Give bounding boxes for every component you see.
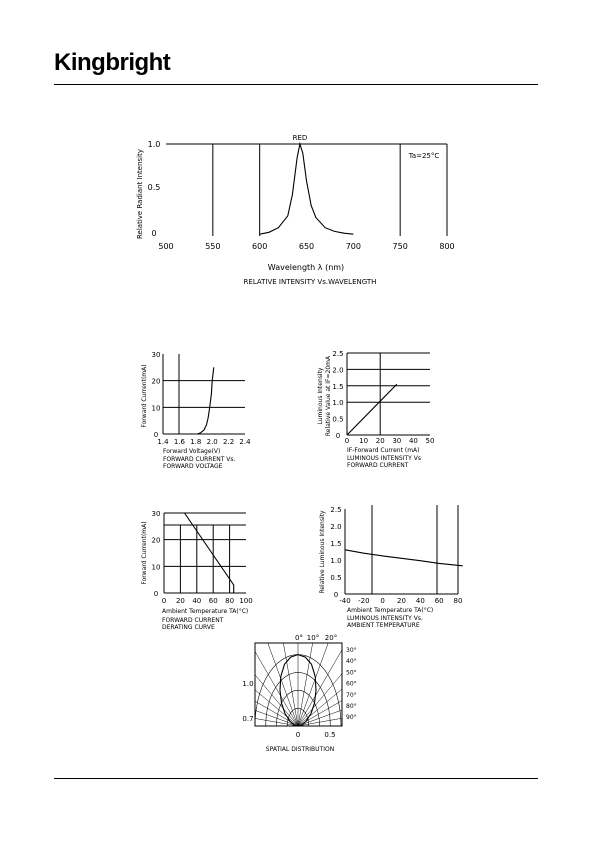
sd-angle-right-2: 50° xyxy=(346,669,357,677)
lc-xtick-20: 20 xyxy=(375,437,385,445)
sd-angle-right-0: 30° xyxy=(346,647,357,654)
sd-angle-right-3: 60° xyxy=(346,680,357,688)
fv-curve xyxy=(197,367,213,434)
spectrum-xlabel: Wavelength λ (nm) xyxy=(267,263,345,272)
dr-caption-1: DERATING CURVE xyxy=(162,624,215,631)
lc-ytick-1.0: 1.0 xyxy=(332,399,344,408)
spectrum-xtick-650: 650 xyxy=(298,242,315,251)
lc-xtick-10: 10 xyxy=(359,437,369,445)
lc-caption-0: LUMINOUS INTENSITY Vs xyxy=(347,455,421,462)
lt-xtick-60: 60 xyxy=(434,597,444,605)
sd-angle-top-1: 10° xyxy=(306,634,320,642)
lt-xlabel: Ambient Temperature TA(°C) xyxy=(347,607,434,614)
fv-ytick-0: 0 xyxy=(153,431,159,439)
sd-angle-right-4: 70° xyxy=(346,691,357,699)
spectrum-xtick-750: 750 xyxy=(392,242,408,251)
sd-angle-right-1: 40° xyxy=(346,658,357,666)
fv-xtick-1.8: 1.8 xyxy=(190,438,202,446)
fv-xtick-1.4: 1.4 xyxy=(157,438,169,446)
lc-curve xyxy=(347,384,397,435)
lc-ylabel-1: Relative Value at IF=20mA xyxy=(325,355,332,437)
dr-ytick-10: 10 xyxy=(151,563,161,572)
lt-ytick-1.5: 1.5 xyxy=(330,540,342,548)
sd-frame xyxy=(255,643,342,726)
lt-xtick-0: 0 xyxy=(380,597,385,605)
lc-ytick-1.5: 1.5 xyxy=(332,382,344,391)
dr-xtick-0: 0 xyxy=(161,597,167,605)
lt-ytick-2.0: 2.0 xyxy=(330,523,342,531)
dr-xtick-20: 20 xyxy=(175,597,185,605)
lt-caption-1: AMBIENT TEMPERATURE xyxy=(347,622,420,629)
dr-xtick-100: 100 xyxy=(239,597,253,605)
lt-ytick-0: 0 xyxy=(333,591,339,599)
lc-ytick-2.5: 2.5 xyxy=(332,350,344,358)
fv-xtick-2.0: 2.0 xyxy=(206,438,218,446)
spectrum-caption: RELATIVE INTENSITY Vs.WAVELENGTH xyxy=(243,278,377,286)
fv-xtick-2.2: 2.2 xyxy=(223,438,235,446)
lc-xlabel: IF-Forward Current (mA) xyxy=(347,447,420,454)
spectrum-ytick-0.5: 0.5 xyxy=(147,183,161,192)
brand-logo: Kingbright xyxy=(54,49,171,76)
lt-xtick-40: 40 xyxy=(415,597,425,605)
lt-ytick-1.0: 1.0 xyxy=(330,557,342,565)
lc-caption-1: FORWARD CURRENT xyxy=(347,462,409,469)
lt-ytick-0.5: 0.5 xyxy=(330,574,342,582)
lt-xtick-20: 20 xyxy=(397,597,406,605)
fv-ytick-20: 20 xyxy=(151,377,161,386)
dr-xtick-40: 40 xyxy=(192,597,202,605)
dr-ylabel: Forward Current(mA) xyxy=(141,521,148,585)
dr-xtick-60: 60 xyxy=(208,597,218,605)
lc-ytick-0.5: 0.5 xyxy=(332,415,344,424)
spectrum-xtick-800: 800 xyxy=(439,242,455,251)
lt-ytick-2.5: 2.5 xyxy=(330,506,342,514)
fv-xtick-2.4: 2.4 xyxy=(239,438,251,446)
sd-angle-right-5: 80° xyxy=(346,703,357,710)
fv-ytick-30: 30 xyxy=(151,351,161,359)
fv-ytick-10: 10 xyxy=(151,404,161,413)
sd-bottom-label-0: 0 xyxy=(295,731,301,739)
sd-bottom-label-1: 0.5 xyxy=(324,731,336,739)
fv-ylabel: Forward Current(mA) xyxy=(141,364,148,428)
lc-xtick-0: 0 xyxy=(344,437,350,445)
fv-caption-1: FORWARD VOLTAGE xyxy=(163,463,223,470)
sd-angle-top-2: 20° xyxy=(324,634,338,642)
lc-xtick-50: 50 xyxy=(425,437,435,445)
lt-xtick--40: -40 xyxy=(339,597,351,605)
dr-ytick-30: 30 xyxy=(151,510,161,518)
lc-ytick-2.0: 2.0 xyxy=(332,366,344,375)
lc-ytick-0: 0 xyxy=(335,432,341,440)
lc-xtick-30: 30 xyxy=(392,437,402,445)
spectrum-series-label: RED xyxy=(292,134,308,142)
lt-xtick--20: -20 xyxy=(358,597,370,605)
lt-ylabel: Relative Luminous Intensity xyxy=(319,510,326,594)
spectrum-ytick-0: 0 xyxy=(151,229,157,238)
fv-xlabel: Forward Voltage(V) xyxy=(163,448,221,455)
spectrum-xtick-600: 600 xyxy=(252,242,268,251)
dr-caption-0: FORWARD CURRENT xyxy=(162,617,224,624)
fv-xtick-1.6: 1.6 xyxy=(173,438,185,446)
spectrum-xtick-500: 500 xyxy=(158,242,174,251)
lt-xtick-80: 80 xyxy=(453,597,463,605)
sd-angle-right-6: 90° xyxy=(346,714,357,722)
sd-angle-top-0: 0° xyxy=(295,634,303,642)
spectrum-xtick-700: 700 xyxy=(345,242,361,251)
dr-xtick-80: 80 xyxy=(225,597,235,605)
sd-caption: SPATIAL DISTRIBUTION xyxy=(265,746,335,753)
sd-left-label-1: 0.7 xyxy=(242,715,254,723)
lt-curve xyxy=(345,550,463,566)
spectrum-curve xyxy=(260,144,354,234)
spectrum-annotation: Ta=25°C xyxy=(408,152,440,160)
dr-ytick-0: 0 xyxy=(153,590,159,598)
spectrum-xtick-550: 550 xyxy=(205,242,221,251)
lc-xtick-40: 40 xyxy=(408,437,418,445)
spectrum-ytick-1.0: 1.0 xyxy=(147,140,161,149)
sd-left-label-0: 1.0 xyxy=(242,680,254,688)
lc-ylabel-0: Luminous Intensity xyxy=(317,367,324,425)
dr-xlabel: Ambient Temperature TA(°C) xyxy=(162,608,249,615)
spectrum-ylabel: Relative Radiant Intensity xyxy=(136,148,144,240)
dr-ytick-20: 20 xyxy=(151,536,161,545)
lt-caption-0: LUMINOUS INTENSITY Vs. xyxy=(347,615,423,622)
fv-caption-0: FORWARD CURRENT Vs. xyxy=(163,456,236,463)
